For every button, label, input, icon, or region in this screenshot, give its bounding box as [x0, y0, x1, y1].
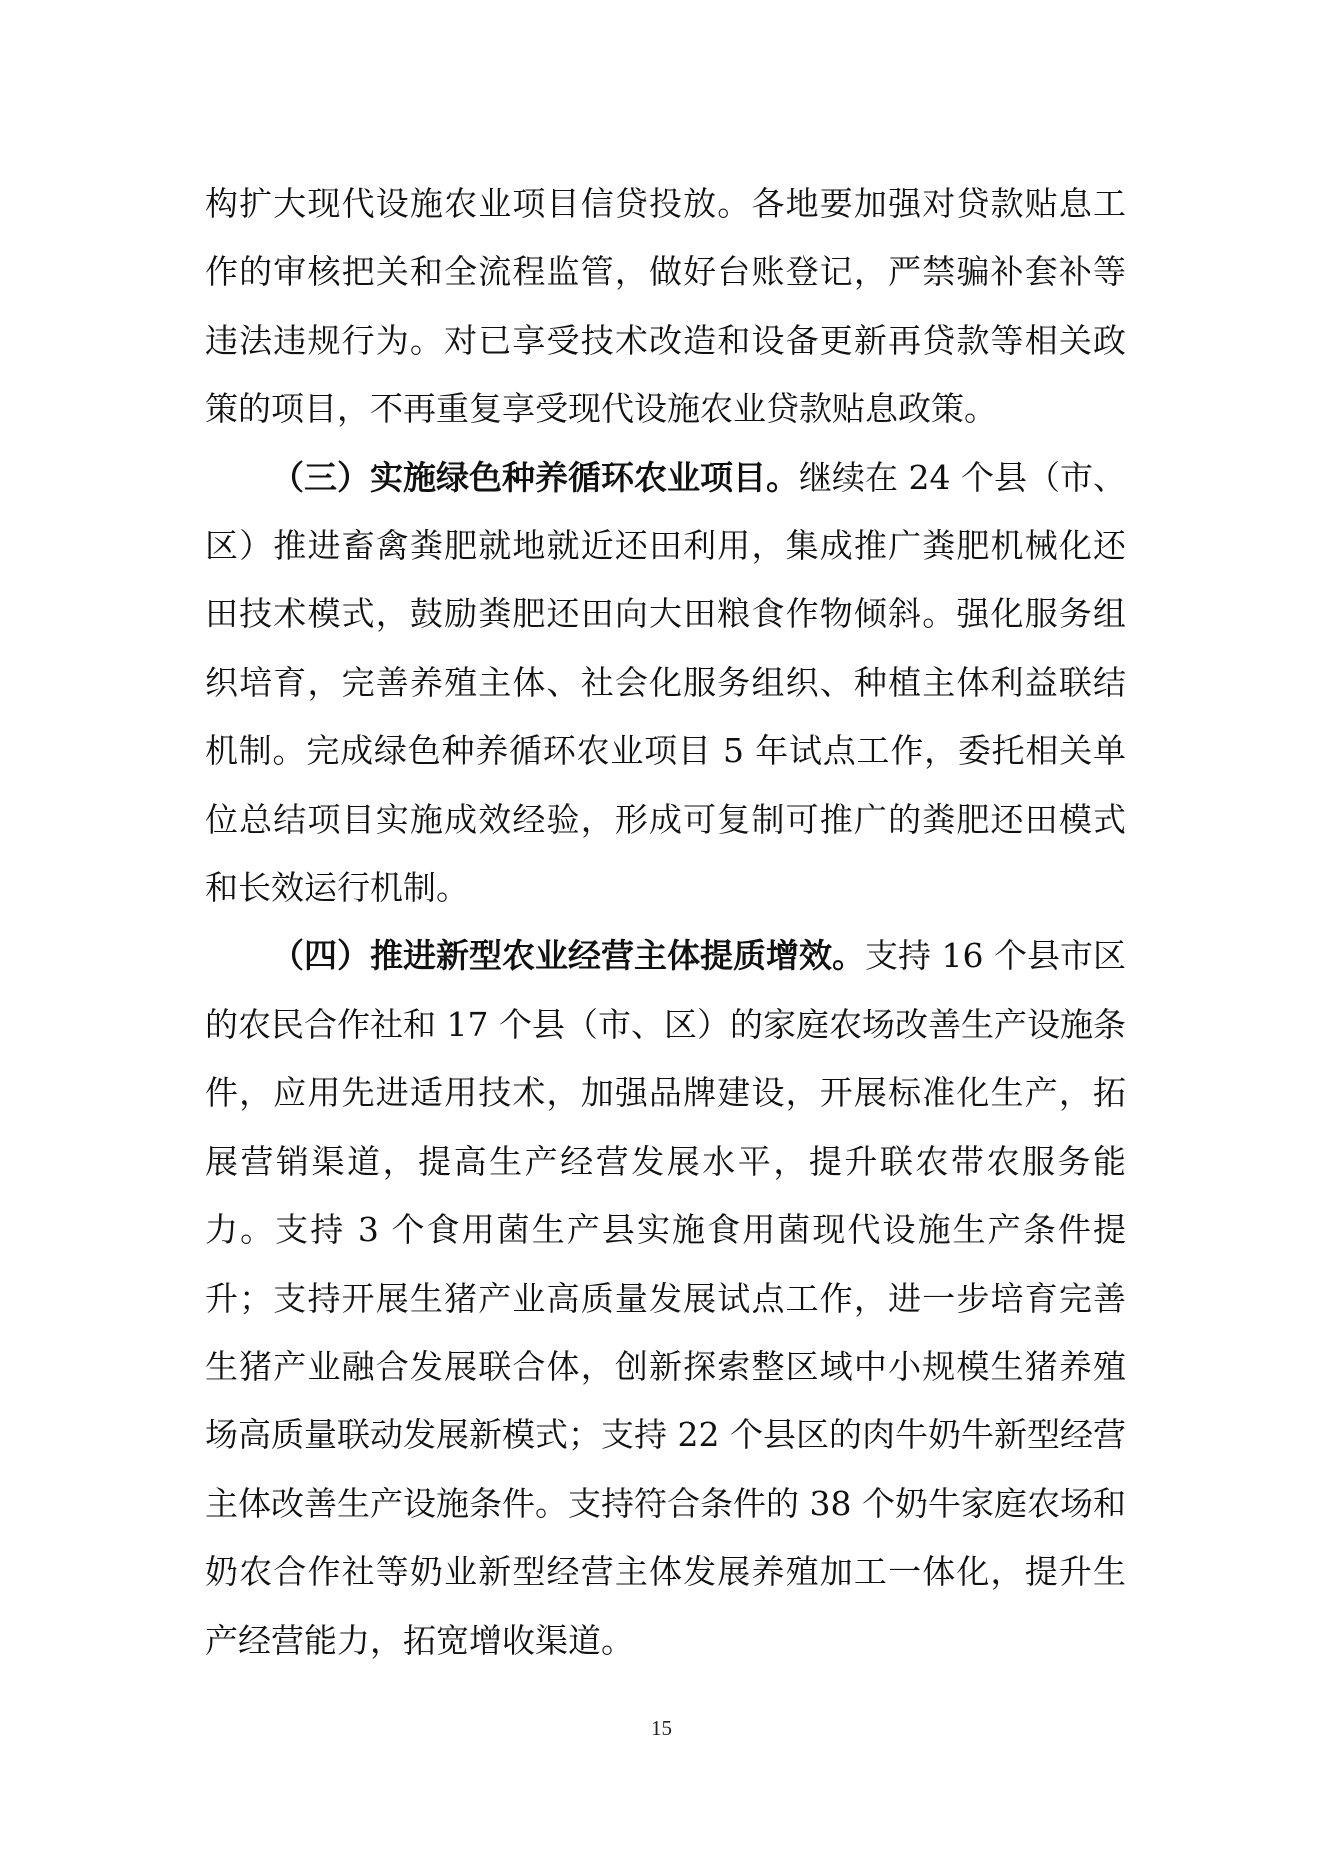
paragraph-text: 构扩大现代设施农业项目信贷投放。各地要加强对贷款贴息工作的审核把关和全流程监管，做好台账登记，严禁骗补套补等违法违规行为。对已享受技术改造和设备更新再贷款等相关政策的项目，不再重复享受现代设施农业贷款贴息政策。: [205, 184, 1126, 429]
paragraph-continuation: [205, 170, 1126, 444]
paragraph-text: 支持 16 个县市区的农民合作社和 17 个县（市、区）的家庭农场改善生产设施条件，应用先进适用技术，加强品牌建设，开展标准化生产，拓展营销渠道，提高生产经营发展水平，提升联农带农服务能力。支持 3 个食用菌生产县实施食用菌现代设施生产条件提升；支持开展生猪产业高质量发展试点工作，进一步培育完善生猪产业融合发展联合体，创新探索整区域中小规模生猪养殖场高质量联动发展新模式；支持 22 个县区的肉牛奶牛新型经营主体改善生产设施条件。支持符合条件的 38 个奶牛家庭农场和奶农合作社等奶业新型经营主体发展养殖加工一体化，提升生产经营能力，拓宽增收渠道。: [205, 936, 1126, 1660]
paragraph-text: 继续在 24 个县（市、区）推进畜禽粪肥就地就近还田利用，集成推广粪肥机械化还田技术模式，鼓励粪肥还田向大田粮食作物倾斜。强化服务组织培育，完善养殖主体、社会化服务组织、种植主体利益联结机制。完成绿色种养循环农业项目 5 年试点工作，委托相关单位总结项目实施成效经验，形成可复制可推广的粪肥还田模式和长效运行机制。: [205, 457, 1126, 908]
page-number: 15: [651, 1716, 672, 1740]
paragraph-section-4: [205, 922, 1126, 1674]
section-heading: （四）推进新型农业经营主体提质增效。: [271, 936, 866, 976]
document-body: [205, 170, 1126, 1675]
section-heading: （三）实施绿色种养循环农业项目。: [271, 457, 800, 497]
paragraph-section-3: [205, 444, 1126, 923]
